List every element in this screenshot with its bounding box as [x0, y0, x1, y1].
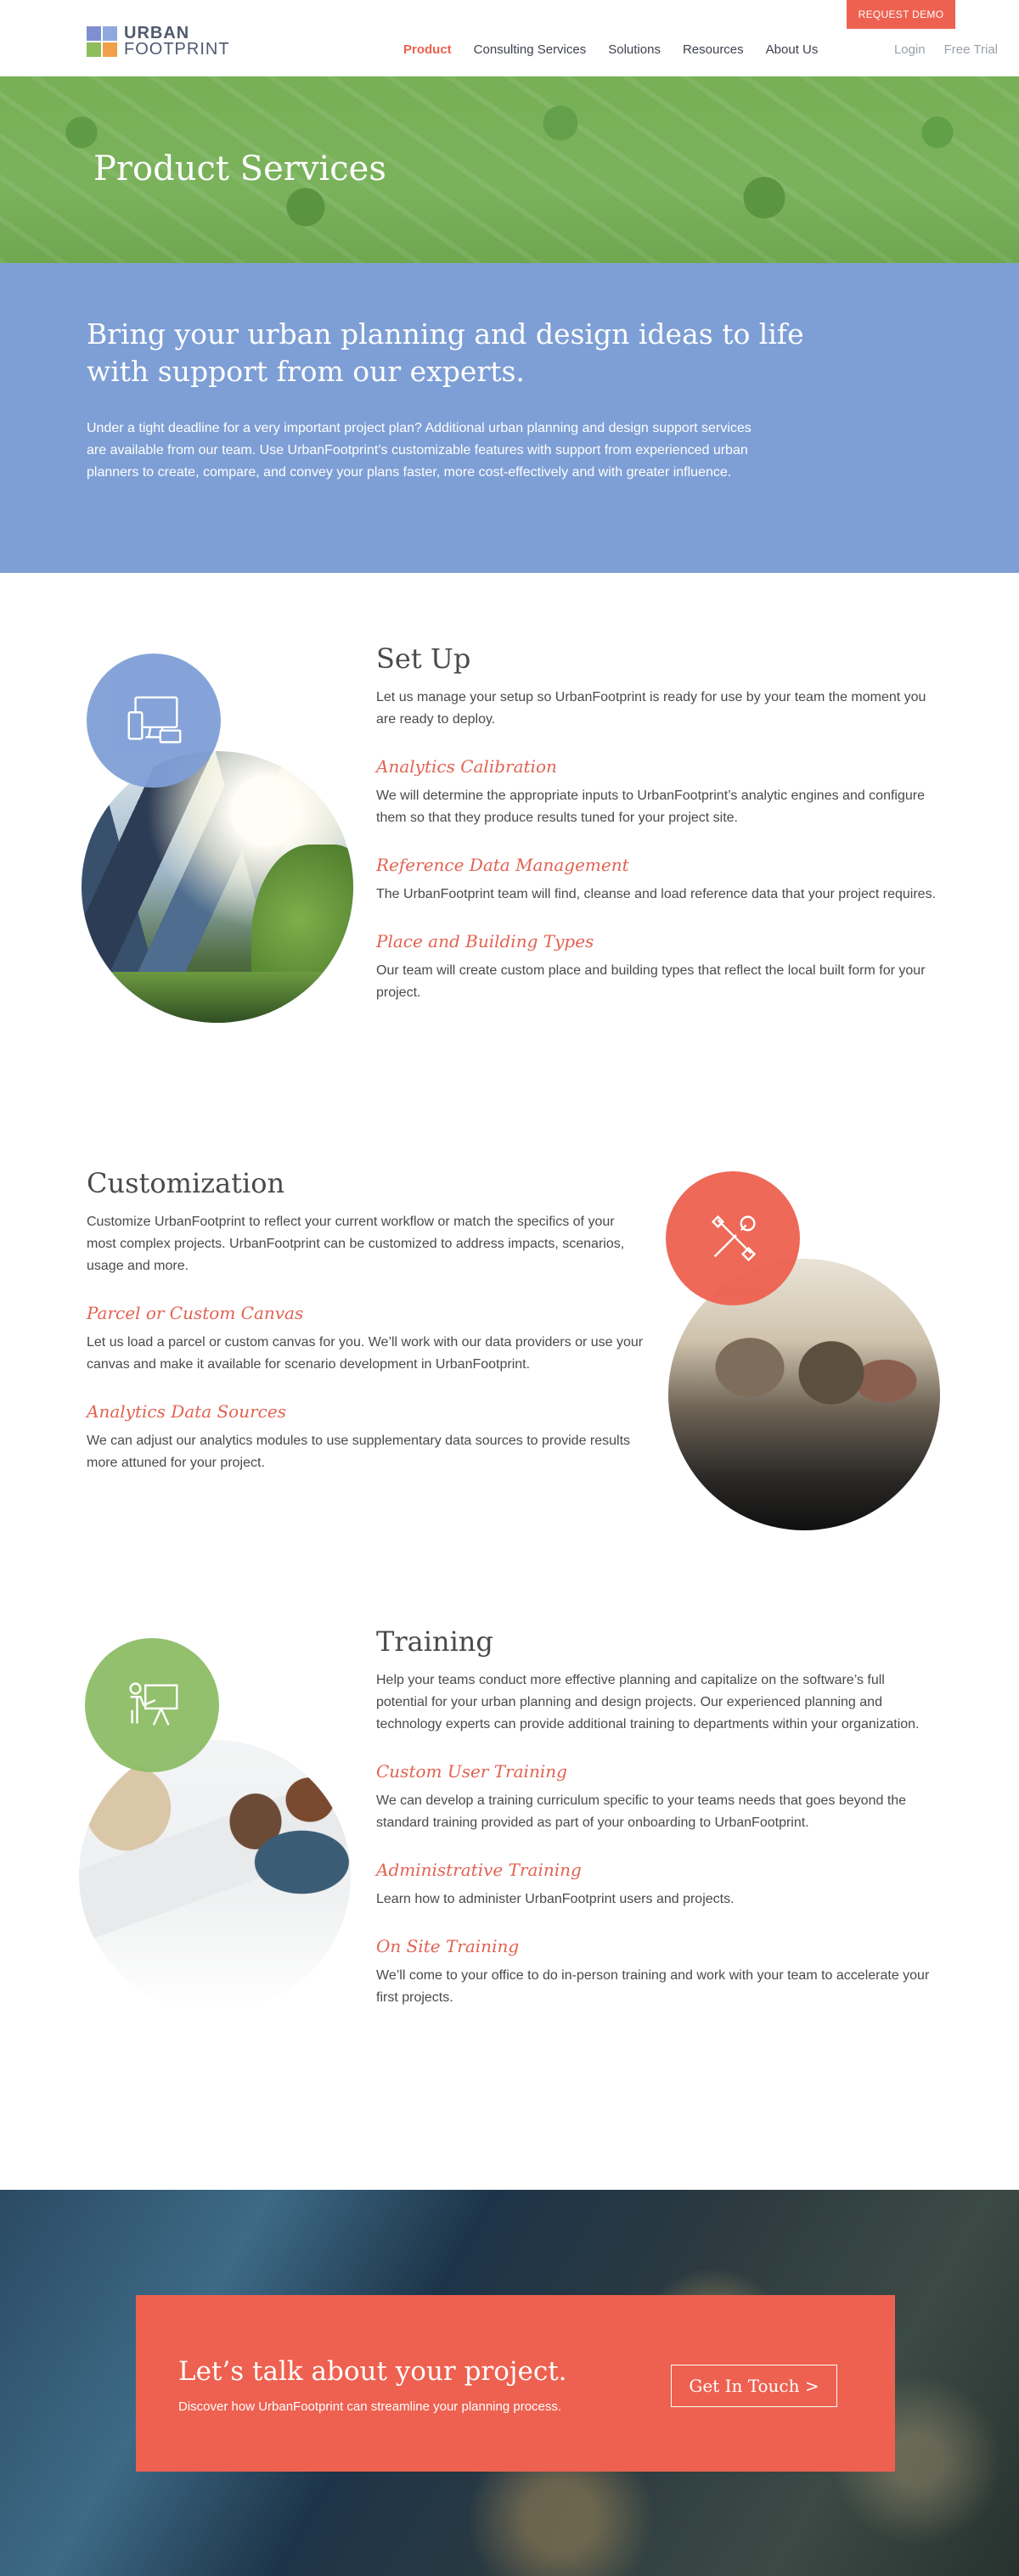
cta-box — [136, 2295, 895, 2472]
main-nav — [403, 42, 840, 57]
intro-heading: Bring your urban planning and design ideas to life with support from our experts. — [87, 317, 804, 388]
training-item-text: We’ll come to your office to do in-person training and work with your team to accelerate your first projects. — [376, 1968, 930, 2005]
training-content — [376, 1625, 937, 2009]
login-link[interactable]: Login — [893, 42, 926, 57]
setup-item-text: The UrbanFootprint team will find, cleanse and load reference data that your project requires. — [376, 887, 937, 901]
setup-title: Set Up — [376, 643, 471, 675]
get-in-touch-button[interactable]: Get In Touch > — [671, 2365, 837, 2407]
cta-subtext: Discover how UrbanFootprint can streamline your planning process. — [178, 2399, 562, 2414]
nav-item-product[interactable]: Product — [403, 42, 452, 57]
customization-item-heading: Parcel or Custom Canvas — [87, 1303, 304, 1323]
customization-item-text: Let us load a parcel or custom canvas for you. We’ll work with our data providers or use your canvas and make it available for scenario development in UrbanFootprint. — [87, 1335, 644, 1372]
training-item-heading: Administrative Training — [376, 1860, 582, 1880]
training-item-text: We can develop a training curriculum specific to your teams needs that goes beyond the standard training provided as part of your onboarding to UrbanFootprint. — [376, 1793, 907, 1830]
training-item-text: Learn how to administer UrbanFootprint users and projects. — [376, 1892, 735, 1906]
hero-banner — [0, 76, 1019, 263]
free-trial-link[interactable]: Free Trial — [943, 42, 998, 57]
training-title: Training — [376, 1625, 493, 1658]
site-header — [0, 0, 1019, 76]
setup-content — [376, 643, 937, 1004]
city-buildings-photo — [82, 751, 353, 1023]
customization-item-heading: Analytics Data Sources — [87, 1401, 286, 1422]
account-nav — [875, 42, 998, 57]
training-item-heading: On Site Training — [376, 1936, 520, 1956]
nav-item-solutions[interactable]: Solutions — [608, 42, 661, 57]
tools-icon — [666, 1171, 800, 1305]
logo-text-urban: URBAN — [124, 24, 190, 42]
customization-title: Customization — [87, 1167, 285, 1199]
request-demo-button[interactable]: REQUEST DEMO — [847, 0, 955, 29]
cta-heading: Let’s talk about your project. — [178, 2356, 567, 2387]
customization-section — [0, 1167, 1019, 1600]
setup-item-text: Our team will create custom place and building types that reflect the local built form for your project. — [376, 963, 926, 1000]
presentation-icon — [85, 1638, 219, 1772]
logo-text-footprint: FOOTPRINT — [124, 40, 230, 59]
training-lead: Help your teams conduct more effective planning and capitalize on the software’s full potential for your urban planning and design projects. Our experienced planning and technology experts can provide additional training to departments within your organization. — [376, 1673, 920, 1731]
setup-lead: Let us manage your setup so UrbanFootprint is ready for use by your team the moment you are ready to deploy. — [376, 690, 926, 727]
logo-mark-icon — [87, 26, 117, 57]
cta-section — [0, 2190, 1019, 2576]
setup-item-heading: Place and Building Types — [376, 931, 594, 951]
training-item-heading: Custom User Training — [376, 1761, 567, 1782]
nav-item-consulting-services[interactable]: Consulting Services — [473, 42, 587, 57]
setup-item-text: We will determine the appropriate inputs to UrbanFootprint’s analytic engines and configure them so that they produce results tuned for your project site. — [376, 789, 925, 825]
setup-section — [0, 573, 1019, 1167]
logo[interactable] — [87, 25, 230, 58]
setup-item-heading: Analytics Calibration — [376, 756, 557, 777]
customization-lead: Customize UrbanFootprint to reflect your current workflow or match the specifics of your most complex projects. UrbanFootprint can be customized to address impacts, scenarios, usage and more. — [87, 1215, 625, 1273]
setup-item-heading: Reference Data Management — [376, 855, 629, 875]
training-section — [0, 1600, 1019, 2190]
training-people-photo — [79, 1740, 351, 2012]
intro-body: Under a tight deadline for a very important project plan? Additional urban planning and design support services are available from our team. Use UrbanFootprint’s customizable features with support from experienced urban planners to create, compare, and convey your plans faster, more cost-effectively and with greater influence. — [87, 421, 752, 480]
customization-item-text: We can adjust our analytics modules to use supplementary data sources to provide results more attuned for your project. — [87, 1434, 631, 1470]
customization-content — [87, 1167, 647, 1474]
computer-devices-icon — [87, 654, 221, 788]
nav-item-resources[interactable]: Resources — [682, 42, 744, 57]
intro-section — [0, 263, 1019, 573]
nav-item-about-us[interactable]: About Us — [765, 42, 819, 57]
page-title: Product Services — [93, 149, 386, 188]
